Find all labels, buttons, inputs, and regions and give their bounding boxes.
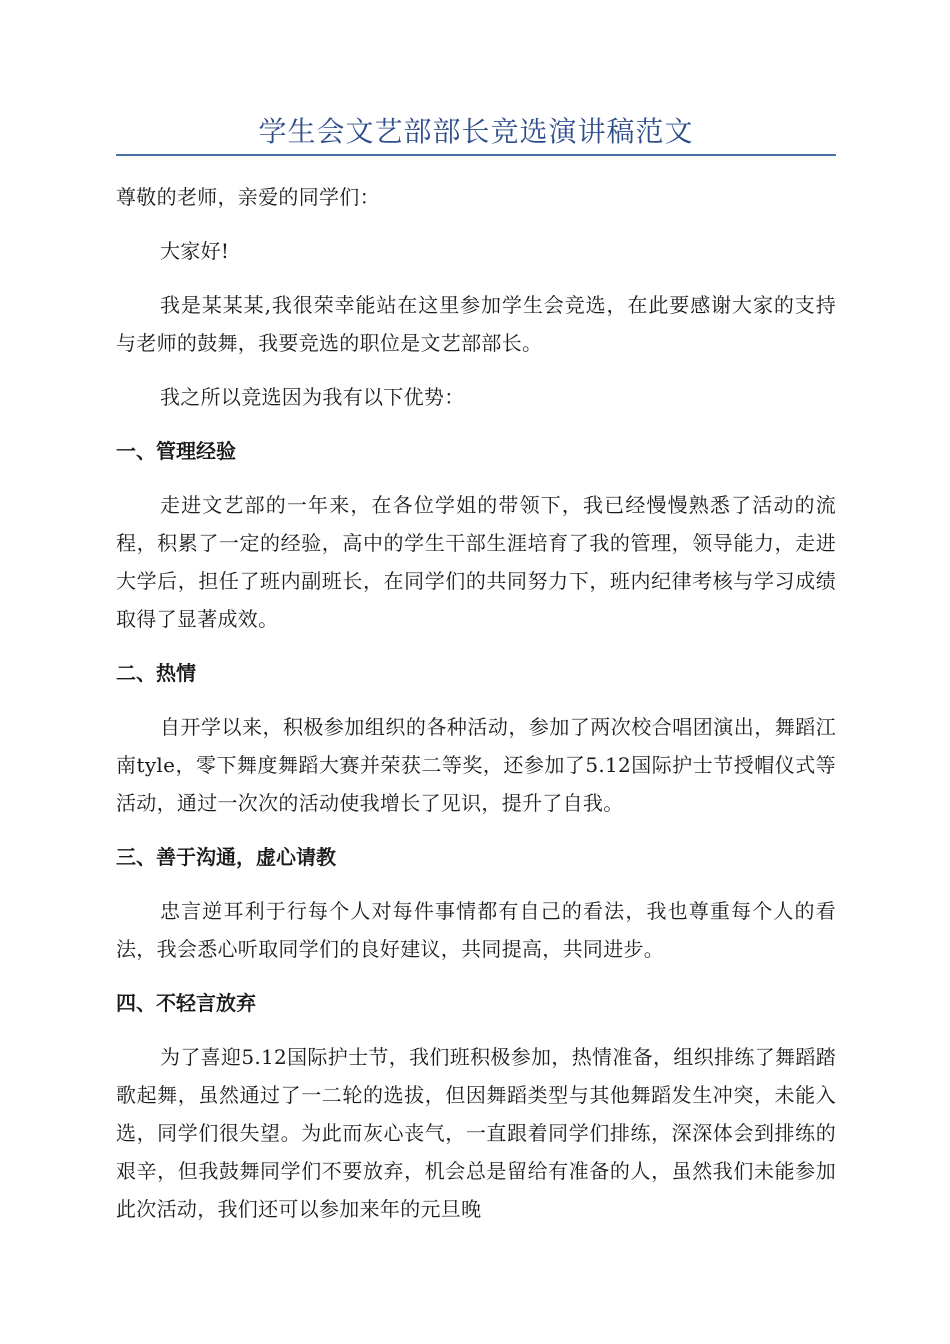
section-body-3: 忠言逆耳利于行每个人对每件事情都有自己的看法，我也尊重每个人的看法，我会悉心听取同学们的良好建议，共同提高，共同进步。 (116, 899, 836, 961)
section-heading-2: 二、热情 (116, 661, 196, 685)
section-heading-3: 三、善于沟通，虚心请教 (116, 845, 336, 869)
section-body-4: 为了喜迎5.12国际护士节，我们班积极参加，热情准备，组织排练了舞蹈踏歌起舞，虽然通过了一二轮的选拔，但因舞蹈类型与其他舞蹈发生冲突，未能入选，同学们很失望。为此而灰心丧气，一直跟着同学们排练，深深体会到排练的艰辛，但我鼓舞同学们不要放弃，机会总是留给有准备的人，虽然我们未能参加此次活动，我们还可以参加来年的元旦晚 (116, 1045, 836, 1221)
section-body-2: 自开学以来，积极参加组织的各种活动，参加了两次校合唱团演出，舞蹈江南tyle，零下舞度舞蹈大赛并荣获二等奖，还参加了5.12国际护士节授帽仪式等活动，通过一次次的活动使我增长了见识，提升了自我。 (116, 715, 836, 815)
salutation: 尊敬的老师，亲爱的同学们： (116, 185, 380, 209)
section-body-1: 走进文艺部的一年来，在各位学姐的带领下，我已经慢慢熟悉了活动的流程，积累了一定的经验，高中的学生干部生涯培育了我的管理，领导能力，走进大学后，担任了班内副班长，在同学们的共同努力下，班内纪律考核与学习成绩取得了显著成效。 (116, 493, 836, 631)
document-page (116, 112, 836, 1228)
document-title: 学生会文艺部部长竞选演讲稿范文 (258, 115, 694, 148)
section-heading-4: 四、不轻言放弃 (116, 991, 256, 1015)
reason-paragraph: 我之所以竞选因为我有以下优势： (160, 385, 465, 409)
intro-paragraph: 我是某某某,我很荣幸能站在这里参加学生会竞选，在此要感谢大家的支持与老师的鼓舞，我要竞选的职位是文艺部部长。 (116, 293, 836, 355)
greeting: 大家好! (160, 239, 230, 263)
section-heading-1: 一、管理经验 (116, 439, 236, 463)
